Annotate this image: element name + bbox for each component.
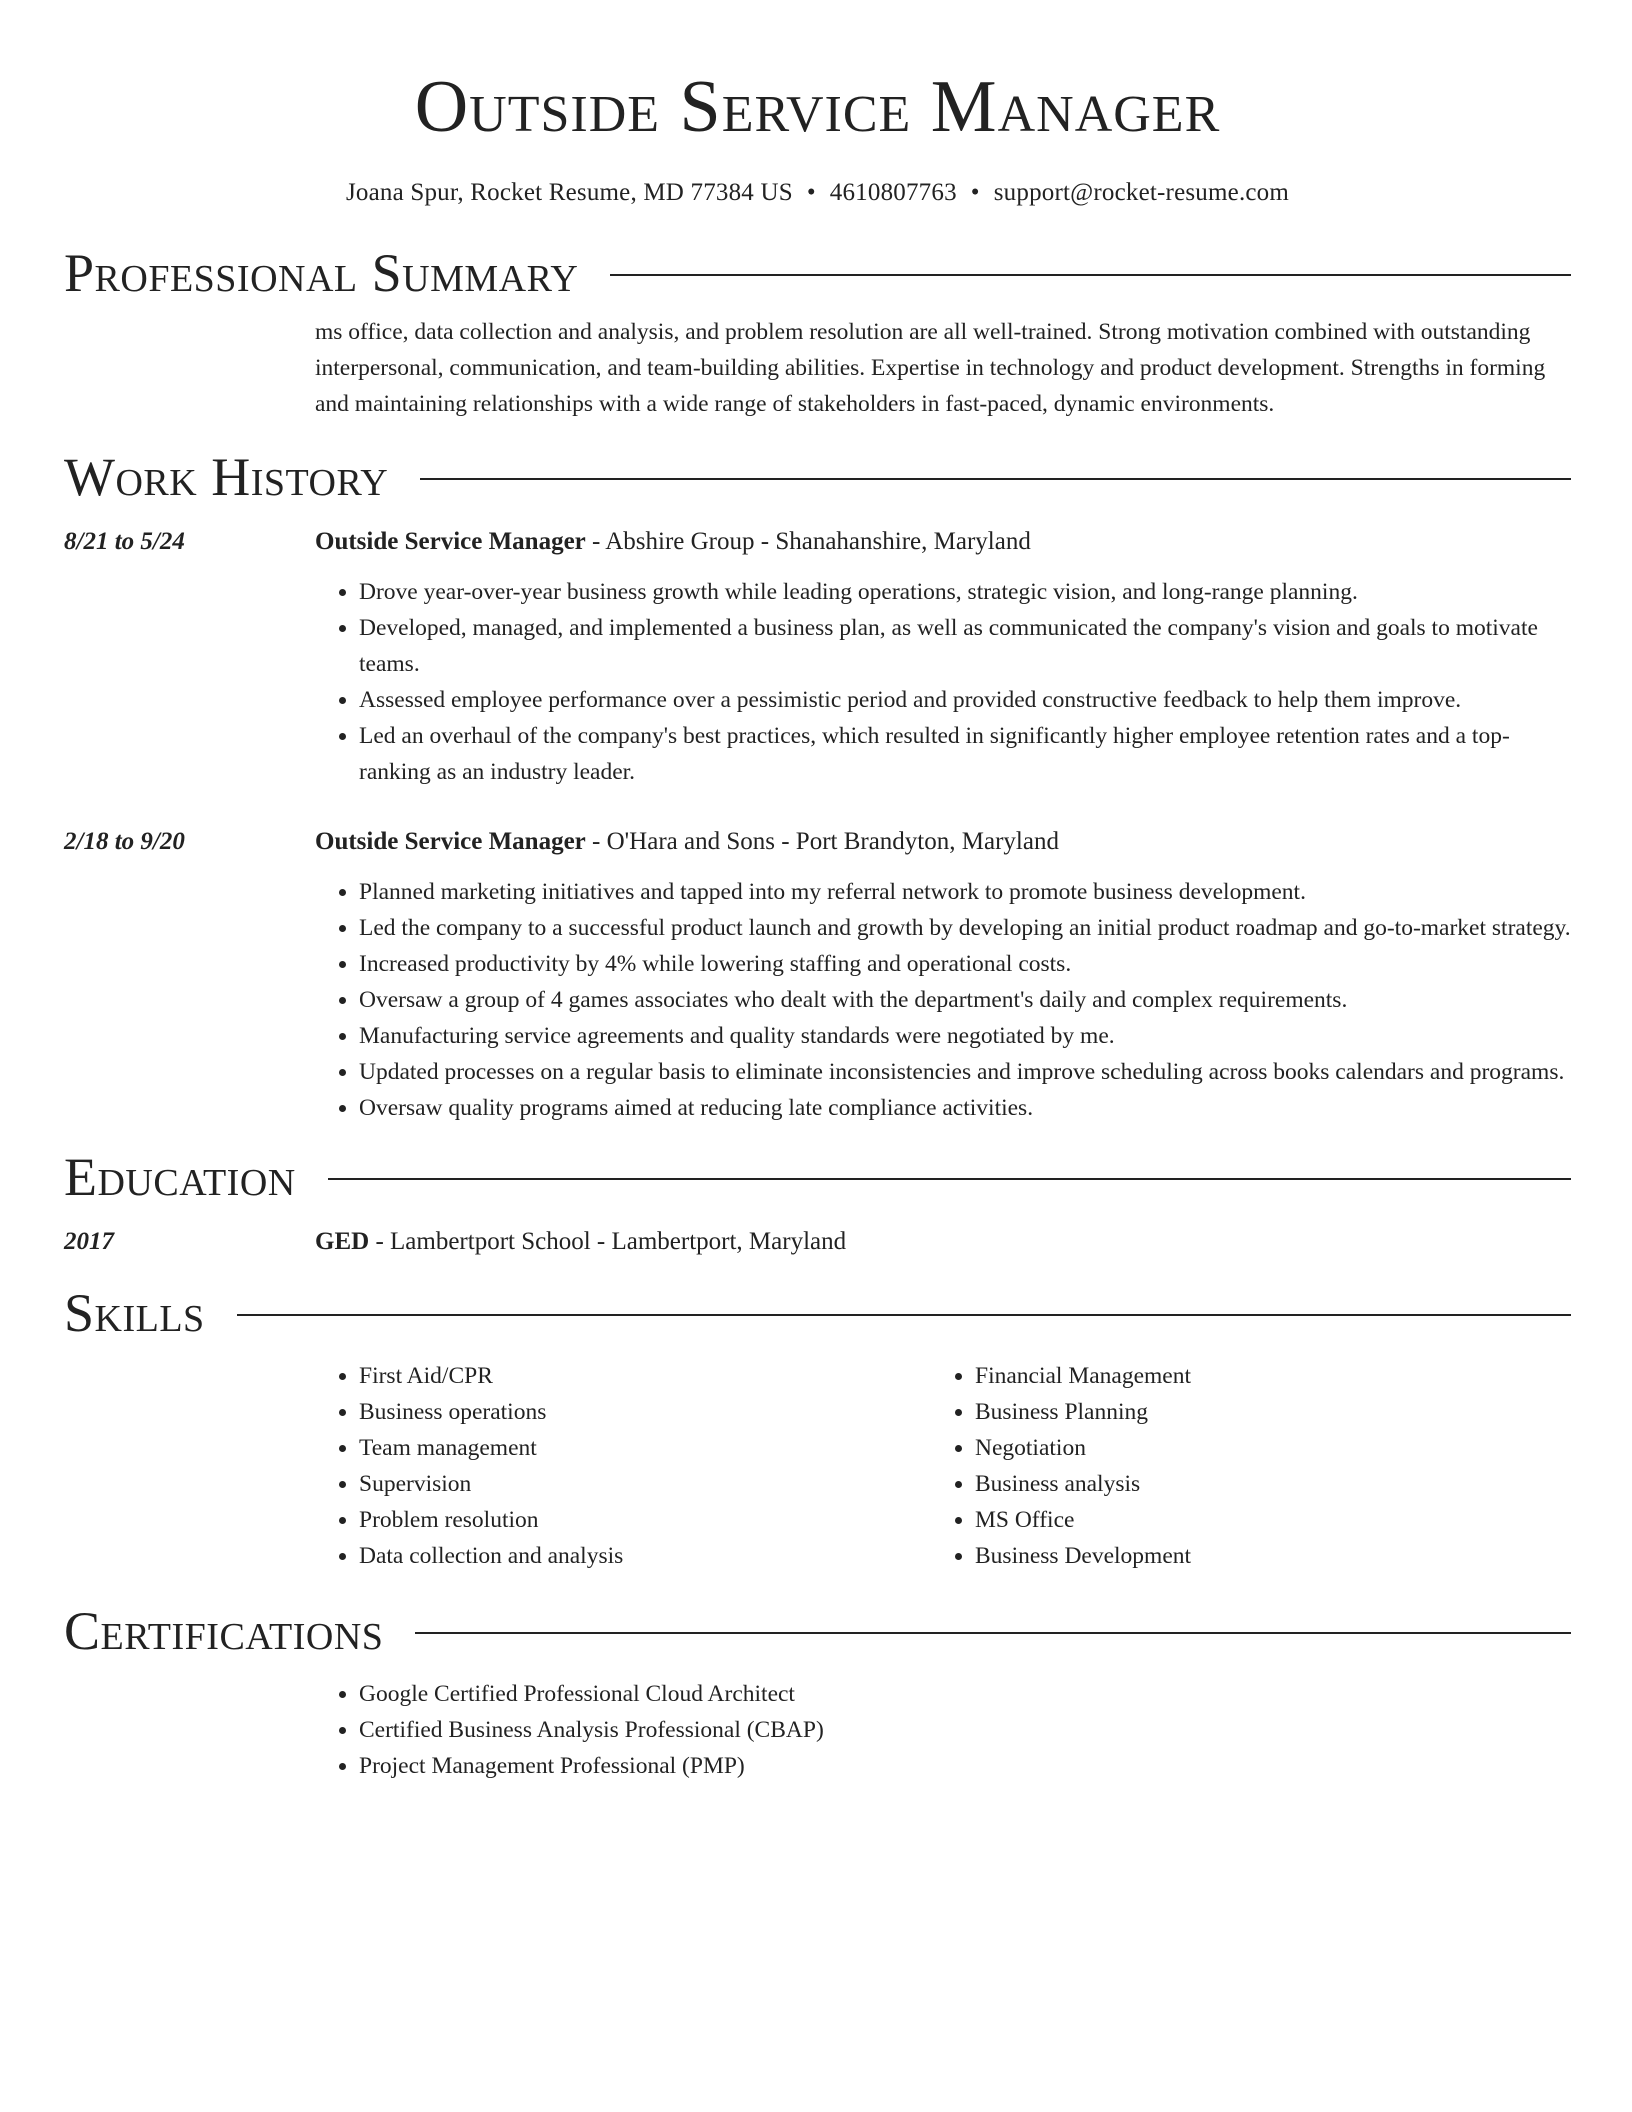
contact-phone: 4610807763 xyxy=(829,179,957,206)
skill-item: • Supervision xyxy=(359,1466,931,1502)
skills-column-left xyxy=(315,1358,931,1574)
contact-separator: • xyxy=(970,179,980,206)
section-header-work xyxy=(64,447,1571,507)
section-title-certifications: Certifications xyxy=(64,1601,384,1661)
certifications-list xyxy=(315,1676,1571,1784)
skills-grid xyxy=(315,1358,1571,1574)
work-dates: 8/21 to 5/24 xyxy=(64,528,185,555)
contact-separator: • xyxy=(806,179,816,206)
section-header-education xyxy=(64,1147,1571,1207)
education-school: - Lambertport School - Lambertport, Maryland xyxy=(369,1228,847,1255)
skill-item: • Business operations xyxy=(359,1394,931,1430)
skills-column-right xyxy=(931,1358,1547,1574)
section-divider xyxy=(415,1632,1571,1634)
contact-line xyxy=(64,178,1571,208)
list-item: • Led the company to a successful product launch and growth by developing an initial product roadmap and go-to-market strategy. xyxy=(359,910,1571,946)
contact-address: Joana Spur, Rocket Resume, MD 77384 US xyxy=(345,179,793,206)
skill-item: • Business analysis xyxy=(975,1466,1547,1502)
section-divider xyxy=(237,1314,1571,1316)
work-bullets xyxy=(315,874,1571,1126)
job-title: Outside Service Manager xyxy=(315,528,586,555)
skill-item: • Problem resolution xyxy=(359,1502,931,1538)
skill-item: • Business Development xyxy=(975,1538,1547,1574)
section-title-summary: Professional Summary xyxy=(64,243,579,303)
skill-item: • Negotiation xyxy=(975,1430,1547,1466)
list-item: • Increased productivity by 4% while lowering staffing and operational costs. xyxy=(359,946,1571,982)
section-divider xyxy=(420,478,1571,480)
resume-title: Outside Service Manager xyxy=(414,66,1221,148)
education-line xyxy=(315,1224,1571,1260)
certification-item: • Certified Business Analysis Professional (CBAP) xyxy=(359,1712,1571,1748)
skill-item: • Team management xyxy=(359,1430,931,1466)
section-divider xyxy=(328,1178,1571,1180)
contact-email: support@rocket-resume.com xyxy=(993,179,1290,206)
job-employer: - Abshire Group - Shanahanshire, Maryland xyxy=(585,528,1031,555)
skill-item: • First Aid/CPR xyxy=(359,1358,931,1394)
work-title-line xyxy=(315,824,1571,860)
list-item: • Planned marketing initiatives and tapped into my referral network to promote business development. xyxy=(359,874,1571,910)
list-item: • Oversaw a group of 4 games associates who dealt with the department's daily and complex requirements. xyxy=(359,982,1571,1018)
job-title: Outside Service Manager xyxy=(315,828,586,855)
skill-item: • MS Office xyxy=(975,1502,1547,1538)
section-header-summary xyxy=(64,243,1571,303)
section-header-skills xyxy=(64,1283,1571,1343)
skill-item: • Data collection and analysis xyxy=(359,1538,931,1574)
summary-text: ms office, data collection and analysis, and problem resolution are all well-trained. Strong motivation combined with outstanding interpersonal, communication, and team-building abilities. Expertise in technology and product development. Strengths in forming and maintaining relationships with a wide range of stakeholders in fast-paced, dynamic environments. xyxy=(315,319,1546,417)
list-item: • Manufacturing service agreements and quality standards were negotiated by me. xyxy=(359,1018,1571,1054)
section-title-skills: Skills xyxy=(64,1283,205,1343)
work-entry xyxy=(64,524,1571,790)
list-item: • Drove year-over-year business growth while leading operations, strategic vision, and long-range planning. xyxy=(359,574,1571,610)
section-title-work: Work History xyxy=(64,447,389,507)
certification-item: • Google Certified Professional Cloud Architect xyxy=(359,1676,1571,1712)
skill-item: • Business Planning xyxy=(975,1394,1547,1430)
certifications-block xyxy=(315,1676,1571,1784)
job-employer: - O'Hara and Sons - Port Brandyton, Maryland xyxy=(585,828,1059,855)
list-item: • Led an overhaul of the company's best practices, which resulted in significantly higher employee retention rates and a top-ranking as an industry leader. xyxy=(359,718,1571,790)
education-entry xyxy=(64,1224,1571,1260)
section-title-education: Education xyxy=(64,1147,296,1207)
list-item: • Updated processes on a regular basis to eliminate inconsistencies and improve scheduling across books calendars and programs. xyxy=(359,1054,1571,1090)
certification-item: • Project Management Professional (PMP) xyxy=(359,1748,1571,1784)
list-item: • Developed, managed, and implemented a business plan, as well as communicated the company's vision and goals to motivate teams. xyxy=(359,610,1571,682)
list-item: • Oversaw quality programs aimed at reducing late compliance activities. xyxy=(359,1090,1571,1126)
work-bullets xyxy=(315,574,1571,790)
work-entry xyxy=(64,824,1571,1126)
work-title-line xyxy=(315,524,1571,560)
section-divider xyxy=(610,274,1571,276)
education-degree: GED xyxy=(315,1228,370,1255)
skill-item: • Financial Management xyxy=(975,1358,1547,1394)
work-dates: 2/18 to 9/20 xyxy=(64,828,185,855)
section-header-certifications xyxy=(64,1601,1571,1661)
education-year: 2017 xyxy=(64,1228,114,1255)
list-item: • Assessed employee performance over a pessimistic period and provided constructive feedback to help them improve. xyxy=(359,682,1571,718)
